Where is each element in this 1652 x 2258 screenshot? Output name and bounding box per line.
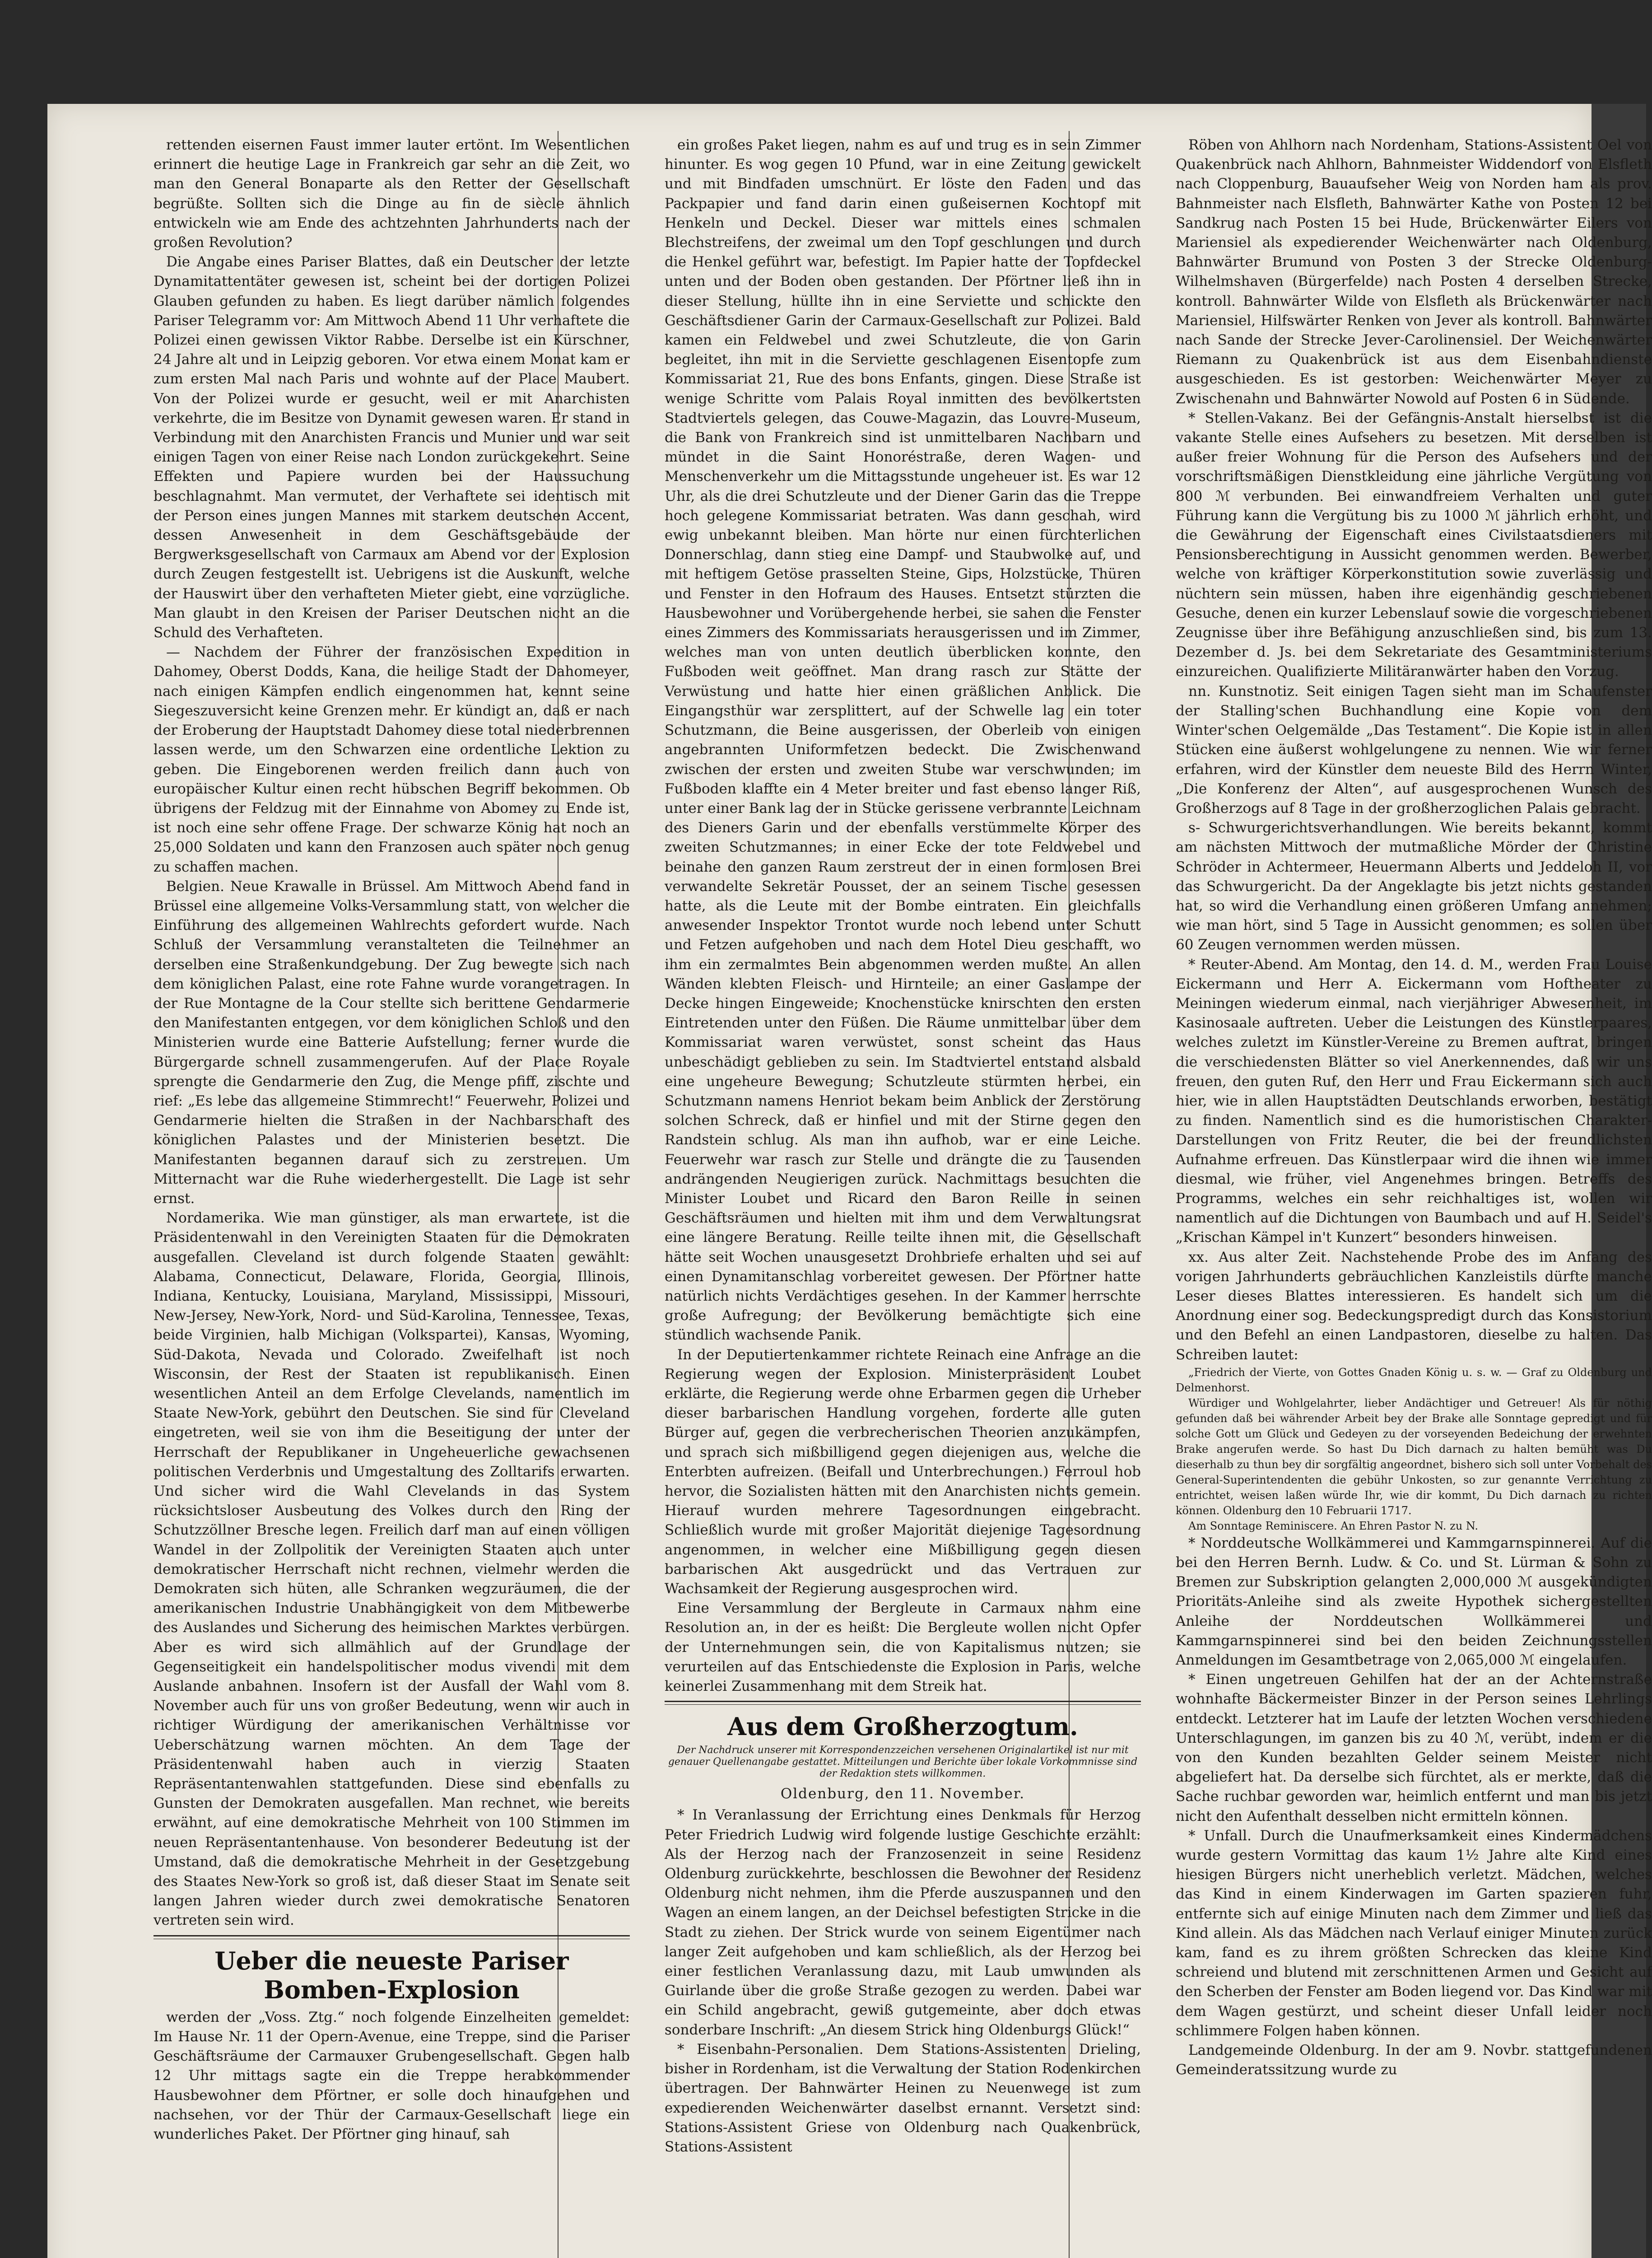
paragraph: Die Angabe eines Pariser Blattes, daß ein Deutscher der letzte Dynamitattentäter gewesen ist, scheint bei der dortigen Polizei Glauben gefunden zu haben. Es liegt darüber nämlich folgendes Pariser Telegramm vor: Am Mittwoch Abend 11 Uhr verhaftete die Polizei einen gewissen Viktor Rabbe. Derselbe ist ein Kürschner, 24 Jahre alt und in Leipzig geboren. Vor etwa einem Monat kam er zum ersten Mal nach Paris und wohnte auf der Place Maubert. Von der Polizei wurde er gesucht, weil er mit Anarchisten verkehrte, die im Besitze von Dynamit gewesen waren. Er stand in Verbindung mit den Anarchisten Francis und Munier und war seit einigen Tagen von einer Reise nach London zurückgekehrt. Seine Effekten und Papiere wurden bei der Haussuchung beschlagnahmt. Man vermutet, der Verhaftete sei identisch mit der Person eines jungen Mannes mit starkem deutschen Accent, dessen Anwesenheit in dem Geschäftsgebäude der Bergwerksgesellschaft von Carmaux am Abend vor der Explosion durch Zeugen festgestellt ist. Uebrigens ist die Auskunft, welche der Hauswirt über den verhafteten Mieter giebt, eine vorzügliche. Man glaubt in den Kreisen der Pariser Deutschen nicht an die Schuld des Verhafteten. (154, 254, 630, 641)
column-3 (1176, 135, 1652, 2258)
divider (665, 1701, 1141, 1705)
paragraph: Landgemeinde Oldenburg. In der am 9. Novbr. stattgefundenen Gemeinderatssitzung wurde zu (1176, 2042, 1652, 2078)
paragraph: * Reuter-Abend. Am Montag, den 14. d. M., werden Frau Louise Eickermann und Herr A. Eickermann vom Hoftheater zu Meiningen wiederum einmal, nach vierjähriger Abwesenheit, im Kasinosaale auftreten. Ueber die Leistungen des Künstlerpaares, welches zuletzt im Künstler-Vereine zu Bremen auftrat, bringen die verschiedensten Blätter so viel Anerkennendes, daß wir uns freuen, den guten Ruf, den Herr und Frau Eickermann sich auch hier, wie in allen Hauptstädten Deutschlands erworben, bestätigt zu finden. Namentlich sind es die humoristischen Charakter-Darstellungen von Fritz Reuter, die bei der freundlichsten Aufnahme erfreuen. Das Künstlerpaar wird die ihnen wie immer diesmal, wie früher, viel Angenehmes bringen. Betreffs des Programms, welches ein sehr reichhaltiges ist, wollen wir namentlich auf die Dichtungen von Baumbach und auf H. Seidel's „Krischan Kämpel in't Kunzert“ besonders hinweisen. (1176, 956, 1652, 1246)
paragraph: * In Veranlassung der Errichtung eines Denkmals für Herzog Peter Friedrich Ludwig wird folgende lustige Geschichte erzählt: Als der Herzog nach der Franzosenzeit in seine Residenz Oldenburg zurückkehrte, beschlossen die Bewohner der Residenz Oldenburg nicht nehmen, ihm die Pferde auszuspannen und den Wagen an einem langen, an der Deichsel befestigten Stricke in die Stadt zu ziehen. Der Strick wurde von seinem Eigentümer nach langer Zeit aufgehoben und kam schließlich, als der Herzog bei einer festlichen Veranlassung dazu, mit Laub umwunden als Guirlande über die große Straße gezogen zu werden. Dabei war ein Schild angebracht, gewiß gutgemeinte, aber doch etwas sonderbare Inschrift: „An diesem Strick hing Oldenburgs Glück!“ (665, 1807, 1141, 2038)
paragraph: * Einen ungetreuen Gehilfen hat der an der Achternstraße wohnhafte Bäckermeister Binzer in der Person seines Lehrlings entdeckt. Letzterer hat im Laufe der letzten Wochen verschiedene Unterschlagungen, im ganzen bis zu 40 ℳ, verübt, indem er die von den Kunden bezahlten Gelder seinem Meister nicht abgeliefert hat. Da derselbe sich fürchtet, als er merkte, daß die Sache ruchbar geworden war, heimlich entfernt und man bis jetzt nicht den Aufenthalt desselben nicht ermitteln können. (1176, 1671, 1652, 1824)
quoted-letter (1176, 1365, 1652, 1534)
paragraph: werden der „Voss. Ztg.“ noch folgende Einzelheiten gemeldet: Im Hause Nr. 11 der Opern-Avenue, eine Treppe, sind die Pariser Geschäftsräume der Carmauxer Grubengesellschaft. Gegen halb 12 Uhr mittags sagte ein die Treppe herabkommender Hausbewohner dem Pförtner, er solle doch hinaufgehen und nachsehen, vor der Thür der Carmaux-Gesellschaft liege ein wunderliches Paket. Der Pförtner ging hinauf, sah (154, 2009, 630, 2142)
paragraph: — Nachdem der Führer der französischen Expedition in Dahomey, Oberst Dodds, Kana, die heilige Stadt der Dahomeyer, nach einigen Kämpfen endlich eingenommen hat, kennt seine Siegeszuversicht keine Grenzen mehr. Er kündigt an, daß er nach der Eroberung der Hauptstadt Dahomey diese total niederbrennen lassen werde, um den Schwarzen eine ordentliche Lektion zu geben. Die Eingeborenen werden freilich dann auch von europäischer Kultur einen recht hübschen Begriff bekommen. Ob übrigens der Feldzug mit der Einnahme von Abomey zu Ende ist, ist noch eine sehr offene Frage. Der schwarze König hat noch an 25,000 Soldaten und kann den Franzosen auch später noch genug zu schaffen machen. (154, 644, 630, 875)
paragraph: Eine Versammlung der Bergleute in Carmaux nahm eine Resolution an, in der es heißt: Die Bergleute wollen nicht Opfer der Unternehmungen sein, die von Kapitalismus nutzen; sie verurteilen auf das Entschiedenste die Explosion in Paris, welche keinerlei Zusammenhang mit dem Streik hat. (665, 1600, 1141, 1695)
paragraph: rettenden eisernen Faust immer lauter ertönt. Im Wesentlichen erinnert die heutige Lage in Frankreich gar sehr an die Zeit, wo man den General Bonaparte als den Retter der Gesellschaft begrüßte. Sollten sich die Dinge au fin de siècle ähnlich entwickeln wie am Ende des achtzehnten Jahrhunderts nach der großen Revolution? (154, 137, 630, 251)
column-2 (665, 135, 1141, 2258)
paragraph: Belgien. Neue Krawalle in Brüssel. Am Mittwoch Abend fand in Brüssel eine allgemeine Volks-Versammlung statt, von welcher die Einführung des allgemeinen Wahlrechts gefordert wurde. Nach Schluß der Versammlung veranstalteten die Teilnehmer an derselben eine Straßenkundgebung. Der Zug bewegte sich nach dem königlichen Palast, eine rote Fahne wurde vorangetragen. In der Rue Montagne de la Cour stellte sich berittene Gendarmerie den Manifestanten entgegen, vor dem königlichen Schloß und den Ministerien wurde eine Batterie Aufstellung; ferner wurde die Bürgergarde schnell zusammengerufen. Auf der Place Royale sprengte die Gendarmerie den Zug, die Menge pfiff, zischte und rief: „Es lebe das allgemeine Stimmrecht!“ Feuerwehr, Polizei und Gendarmerie hielten die Straßen in der Nachbarschaft des königlichen Palastes und der Ministerien besetzt. Die Manifestanten begannen darauf sich zu zerstreuen. Um Mitternacht war die Ruhe wiederhergestellt. Die Lage ist sehr ernst. (154, 878, 630, 1207)
paragraph: * Unfall. Durch die Unaufmerksamkeit eines Kindermädchens wurde gestern Vormittag das kaum 1½ Jahre alte Kind eines hiesigen Bürgers nicht unerheblich verletzt. Mädchen, welches das Kind in einem Kinderwagen im Garten spazieren fuhr, entfernte sich auf einige Minuten nach dem Zimmer und ließ das Kind allein. Als das Mädchen nach Verlauf einiger Minuten zurück kam, fand es zu ihrem größten Schrecken das kleine Kind schreiend und blutend mit zerschnittenen Armen und Gesicht auf den Scherben der Fenster am Boden liegend vor. Das Kind war mit dem Wagen gestürzt, und scheint dieser Unfall leider noch schlimmere Folgen haben können. (1176, 1827, 1652, 2039)
reprint-notice: Der Nachdruck unserer mit Korrespondenzzeichen versehenen Originalartikel ist nur mit genauer Quellenangabe gestattet. Mitteilungen und Berichte über lokale Vorkommnisse sind der Redaktion stets willkommen. (668, 1745, 1138, 1780)
paragraph: s- Schwurgerichtsverhandlungen. Wie bereits bekannt, kommt am nächsten Mittwoch der mutmaßliche Mörder der Christine Schröder in Achtermeer, Heuermann Alberts und Jeddeloh II, vor das Schwurgericht. Da der Angeklagte bis jetzt nichts gestanden hat, so wird die Verhandlung einen größeren Umfang annehmen; wie man hört, sind 5 Tage in Aussicht genommen; es sollen über 60 Zeugen vernommen werden müssen. (1176, 820, 1652, 953)
letter-line: Würdiger und Wohlgelahrter, lieber Andächtiger und Getreuer! Als für nöthig gefunden daß bei währender Arbeit bey der Brake alle Sonntage gepredigt und für solche Gott um Glück und Gedeyen zu der vorseyenden Bedeichung der erwehnten Brake angerufen werde. So hast Du Dich darnach zu halten bemüht was Du dieserhalb zu thun bey dir sorgfältig angeordnet, bishero sich soll unter Vorbehalt des General-Superintendenten die gebühr Unkosten, so zur genannte Verrichtung zu entrichtet, weisen laßen würde Ihr, wie dir kommt, Du Dich darnach zu richten können. Oldenburg den 10 Februarii 1717. (1176, 1396, 1652, 1517)
section-headline: Aus dem Großherzogtum. (727, 1712, 1078, 1741)
paragraph: nn. Kunstnotiz. Seit einigen Tagen sieht man im Schaufenster der Stalling'schen Buchhandlung eine Kopie von dem Winter'schen Oelgemälde „Das Testament“. Die Kopie ist in allen Stücken eine äußerst wohlgelungene zu nennen. Wie wir ferner erfahren, wird der Künstler dem neueste Bild des Herrn Winter, „Die Konferenz der Alten“, auf ausgesprochenen Wunsch des Großherzogs auf 8 Tage in der großherzoglichen Palais gebracht. (1176, 683, 1652, 816)
column-1 (154, 135, 630, 2258)
newspaper-page (47, 104, 1652, 2258)
paragraph: In der Deputiertenkammer richtete Reinach eine Anfrage an die Regierung wegen der Explosion. Ministerpräsident Loubet erklärte, die Regierung werde ohne Erbarmen gegen die Urheber dieser barbarischen Handlung vorgehen, forderte alle guten Bürger auf, gegen die verbrecherischen Theorien anzukämpfen, und sprach sich mißbilligend gegen diejenigen aus, welche die Enterbten aufreizen. (Beifall und Unterbrechungen.) Ferroul hob hervor, die Sozialisten hätten mit den Anarchisten nichts gemein. Hierauf wurden mehrere Tagesordnungen eingebracht. Schließlich wurde mit großer Majorität diejenige Tagesordnung angenommen, in welcher eine Mißbilligung gegen diesen barbarischen Akt ausgedrückt und das Vertrauen zur Wachsamkeit der Regierung ausgesprochen wird. (665, 1346, 1141, 1597)
paragraph: ein großes Paket liegen, nahm es auf und trug es in sein Zimmer hinunter. Es wog gegen 10 Pfund, war in eine Zeitung gewickelt und mit Bindfaden umschnürt. Er löste den Faden und das Packpapier und fand darin einen gußeisernen Kochtopf mit Henkeln und Deckel. Dieser war mittels eines schmalen Blechstreifens, der zweimal um den Topf geschlungen und durch die Henkel geführt war, befestigt. Im Papier hatte der Topfdeckel unten und der Boden oben gestanden. Der Pförtner ließ ihn in dieser Stellung, hüllte ihn in eine Serviette und schickte den Geschäftsdiener Garin der Carmaux-Gesellschaft zur Polizei. Bald kamen ein Feldwebel und zwei Schutzleute, die von Garin begleitet, ihn mit in die Serviette geschlagenen Eisentopfe zum Kommissariat 21, Rue des bons Enfants, gingen. Diese Straße ist wenige Schritte vom Palais Royal inmitten des bevölkertsten Stadtviertels gelegen, das Couwe-Magazin, das Louvre-Museum, die Bank von Frankreich sind ist unmittelbaren Nachbarn und mündet in die Saint Honoréstraße, deren Wagen- und Menschenverkehr um die Mittagsstunde ungeheuer ist. Es war 12 Uhr, als die drei Schutzleute und der Diener Garin das die Treppe hoch gelegene Kommissariat betraten. Was dann geschah, wird ewig unbekannt bleiben. Man hörte nur einen fürchterlichen Donnerschlag, dann stieg eine Dampf- und Staubwolke auf, und mit heftigem Getöse prasselten Steine, Gips, Holzstücke, Thüren und Fenster in den Hofraum des Hauses. Entsetzt stürzten die Hausbewohner und Vorübergehende herbei, sie sahen die Fenster eines Zimmers des Kommissariats herausgerissen und im Zimmer, welches man von unten deutlich überblicken konnte, den Fußboden weit geöffnet. Man drang rasch zur Stätte der Verwüstung und hatte hier einen gräßlichen Anblick. Die Eingangsthür war zersplittert, auf der Schwelle lag ein toter Schutzmann, die Beine ausgerissen, der Oberleib von einigen angebrannten Uniformfetzen bedeckt. Die Zwischenwand zwischen der ersten und zweiten Stube war verschwunden; im Fußboden klaffte ein 4 Meter breiter und fast ebenso langer Riß, unter einer Bank lag der in Stücke gerissene verbrannte Leichnam des Dieners Garin und der ebenfalls verstümmelte Körper des zweiten Schutzmannes; in einer Ecke der tote Feldwebel und beinahe den ganzen Raum zerstreut der in einen formlosen Brei verwandelte Sekretär Pousset, der an seinem Tische gesessen hatte, als die Leute mit der Bombe eintraten. Ein gleichfalls anwesender Inspektor Trontot wurde noch lebend unter Schutt und Fetzen aufgehoben und nach dem Hotel Dieu geschafft, wo ihm ein zermalmtes Bein abgenommen werden mußte. An allen Wänden klebten Fleisch- und Hirnteile; an einer Gaslampe der Decke hingen Eingeweide; Knochenstücke knirschten den ersten Eintretenden unter den Füßen. Die Räume unmittelbar über dem Kommissariat waren verwüstet, sonst scheint das Haus unbeschädigt geblieben zu sein. Im Stadtviertel entstand alsbald eine ungeheure Bewegung; Schutzleute stürmten herbei, ein Schutzmann namens Henriot bekam beim Anblick der Zerstörung solchen Schreck, daß er hinfiel und mit der Stirne gegen den Randstein schlug. Als man ihn aufhob, war er eine Leiche. Feuerwehr war rasch zur Stelle und drängte die zu Tausenden andrängenden Neugierigen zurück. Nachmittags besuchten die Minister Loubet und Ricard den Baron Reille in seinen Geschäftsräumen und hielten mit ihm und dem Verwaltungsrat eine längere Beratung. Reille teilte ihnen mit, die Gesellschaft hätte seit Wochen unausgesetzt Drohbriefe erhalten und sei auf einen Dynamitanschlag vorbereitet gewesen. Der Pförtner hatte natürlich nichts Verdächtiges gesehen. In der Kammer herrschte große Aufregung; der Bevölkerung bemächtigte sich eine stündlich wachsende Panik. (665, 137, 1141, 1344)
article-headline: Ueber die neueste Pariser Bomben-Explosion (214, 1946, 569, 2004)
paragraph: Röben von Ahlhorn nach Nordenham, Stations-Assistent Oel von Quakenbrück nach Ahlhorn, Bahnmeister Widdendorf von Elsfleth nach Cloppenburg, Bauaufseher Weig von Norden ham als prov. Bahnmeister nach Elsfleth, Bahnwärter Kathe von Posten 12 bei Sandkrug nach Posten 15 bei Hude, Brückenwärter Eilers von Mariensiel als expedierender Weichenwärter nach Oldenburg, Bahnwärter Brumund von Posten 3 der Strecke Oldenburg-Wilhelmshaven (Bürgerfelde) nach Posten 4 derselben Strecke, kontroll. Bahnwärter Wilde von Elsfleth als Brückenwärter nach Mariensiel, Hilfswärter Renken von Jever als kontroll. Bahnwärter nach Sande der Strecke Jever-Carolinensiel. Der Weichenwärter Riemann zu Quakenbrück ist aus dem Eisenbahndienste ausgeschieden. Es ist gestorben: Weichenwärter Meyer zu Zwischenahn und Bahnwärter Nowold auf Posten 6 in Südende. (1176, 137, 1652, 407)
paragraph: Nordamerika. Wie man günstiger, als man erwartete, ist die Präsidentenwahl in den Vereinigten Staaten für die Demokraten ausgefallen. Cleveland ist durch folgende Staaten gewählt: Alabama, Connecticut, Delaware, Florida, Georgia, Illinois, Indiana, Kentucky, Louisiana, Maryland, Mississippi, Missouri, New-Jersey, New-York, Nord- und Süd-Karolina, Tennessee, Texas, beide Virginien, halb Michigan (Volkspartei), Kansas, Wyoming, Süd-Dakota, Nevada und Colorado. Zweifelhaft ist noch Wisconsin, der Rest der Staaten ist republikanisch. Einen wesentlichen Anteil an dem Erfolge Clevelands, namentlich im Staate New-York, gebührt den Deutschen. Sie sind für Cleveland eingetreten, weil sie von ihm die Beseitigung der unter der Herrschaft der Republikaner in Ungeheuerliche gewachsenen politischen Verderbnis und Umgestaltung des Zolltarifs erwarten. Und sicher wird die Wahl Clevelands in das System rücksichtsloser Ausbeutung des Volkes durch den Ring der Schutzzöllner Bresche legen. Freilich darf man auf einen völligen Wandel in der Zollpolitik der Vereinigten Staaten auch unter demokratischer Herrschaft nicht rechnen, vielmehr werden die Demokraten sich hüten, alle Schranken wegzuräumen, die der amerikanischen Industrie Unabhängigkeit von dem Mitbewerbe des Auslandes und Sicherung des heimischen Marktes verbürgen. Aber es wird sich allmählich auf der Grundlage der Gegenseitigkeit ein handelspolitischer modus vivendi mit dem Auslande anbahnen. Insofern ist der Ausfall der Wahl vom 8. November auch für uns von großer Bedeutung, wenn wir auch in richtiger Würdigung der amerikanischen Verhältnisse vor Ueberschätzung warnen möchten. An dem Tage der Präsidentenwahl haben auch in vierzig Staaten Repräsentantenwahlen stattgefunden. Diese sind ebenfalls zu Gunsten der Demokraten ausgefallen. Man rechnet, wie bereits erwähnt, auf eine demokratische Mehrheit von 100 Stimmen im neuen Repräsentantenhause. Von besonderer Bedeutung ist der Umstand, daß die demokratische Mehrheit in der Gesetzgebung des Staates New-York so groß ist, daß dieser Staat im Senate seit langen Jahren wieder durch zwei demokratische Senatoren vertreten sein wird. (154, 1210, 630, 1929)
letter-line: „Friedrich der Vierte, von Gottes Gnaden König u. s. w. — Graf zu Oldenburg und Delmenhorst. (1176, 1366, 1652, 1394)
dateline: Oldenburg, den 11. November. (780, 1786, 1025, 1802)
paragraph: * Stellen-Vakanz. Bei der Gefängnis-Anstalt hierselbst ist die vakante Stelle eines Aufsehers zu besetzen. Mit derselben ist außer freier Wohnung für die Person des Aufsehers und der vorschriftsmäßigen Dienstkleidung eine jährliche Vergütung von 800 ℳ verbunden. Bei einwandfreiem Verhalten und guter Führung kann die Vergütung bis zu 1000 ℳ jährlich erhöht, und die Gewährung der Eigenschaft eines Civilstaatsdieners mit Pensionsberechtigung in Aussicht genommen werden. Bewerber, welche von kräftiger Körperkonstitution sowie zuverlässig und nüchtern sein müssen, haben ihre eigenhändig geschriebenen Gesuche, denen ein kurzer Lebenslauf sowie die vorgeschriebenen Zeugnisse über ihre Befähigung anzuschließen sind, bis zum 13. Dezember d. Js. bei dem Sekretariate des Gesamtministeriums einzureichen. Qualifizierte Militäranwärter haben den Vorzug. (1176, 410, 1652, 680)
paragraph: xx. Aus alter Zeit. Nachstehende Probe des im Anfang des vorigen Jahrhunderts gebräuchlichen Kanzleistils dürfte manche Leser dieses Blattes interessieren. Es handelt sich um die Anordnung einer sog. Bedeckungspredigt durch das Konsistorium und den Befehl an einen Landpastoren, dieselbe zu halten. Das Schreiben lautet: (1176, 1249, 1652, 1363)
letter-line: Am Sonntage Reminiscere. An Ehren Pastor N. zu N. (1188, 1519, 1478, 1532)
paragraph: * Eisenbahn-Personalien. Dem Stations-Assistenten Drieling, bisher in Rordenham, ist die Verwaltung der Station Rodenkirchen übertragen. Der Bahnwärter Heinen zu Neuenwege ist zum expedierenden Weichenwärter daselbst ernannt. Versetzt sind: Stations-Assistent Griese von Oldenburg nach Quakenbrück, Stations-Assistent (665, 2041, 1141, 2155)
paragraph: * Norddeutsche Wollkämmerei und Kammgarnspinnerei. Auf die bei den Herren Bernh. Ludw. & Co. und St. Lürman & Sohn zu Bremen zur Subskription gelangten 2,000,000 ℳ ausgekündigten Prioritäts-Anleihe sind als zweite Hypothek sichergestellten Anleihe der Norddeutschen Wollkämmerei und Kammgarnspinnerei sind bei den beiden Zeichnungsstellen Anmeldungen im Gesamtbetrage von 2,065,000 ℳ eingelaufen. (1176, 1535, 1652, 1669)
divider (154, 1935, 630, 1939)
